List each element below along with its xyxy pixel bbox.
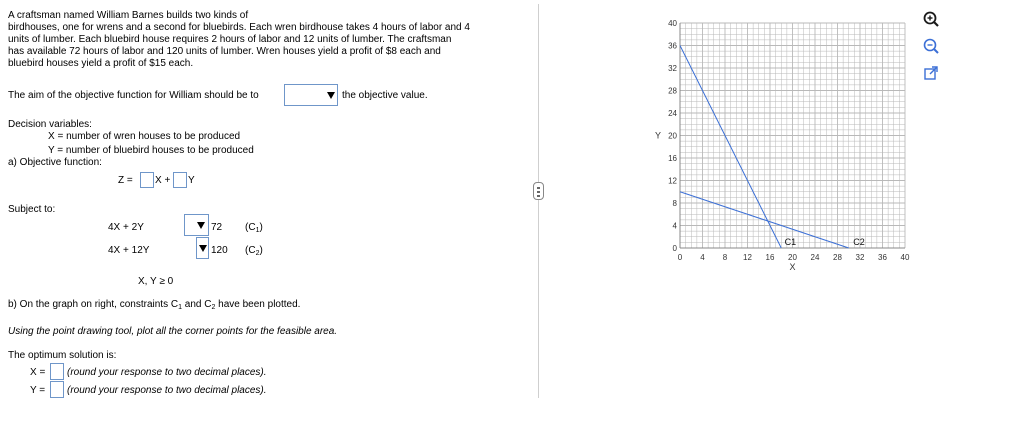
x-tick-label: 40 xyxy=(900,253,910,262)
c1-lhs: 4X + 2Y xyxy=(108,222,144,233)
problem-line-5: bluebird houses yield a profit of $15 each. xyxy=(8,58,194,69)
y-tick-label: 40 xyxy=(668,19,677,28)
objective-y-coef-input[interactable] xyxy=(173,172,187,188)
x-tick-label: 24 xyxy=(810,253,820,262)
c2-rhs: 120 xyxy=(211,245,228,256)
constraint-graph[interactable] xyxy=(640,10,920,280)
x-tick-label: 36 xyxy=(878,253,887,262)
y-tick-label: 24 xyxy=(668,109,677,118)
zoom-in-icon[interactable] xyxy=(922,10,940,28)
aim-suffix: the objective value. xyxy=(342,90,428,101)
optimum-label: The optimum solution is: xyxy=(8,350,117,361)
problem-line-3: units of lumber. Each bluebird house requires 2 hours of labor and 12 units of lumber. The craftsman xyxy=(8,34,452,45)
objective-z-label: Z = xyxy=(118,175,133,186)
constraint-label-c2: C2 xyxy=(853,237,865,247)
constraint-label-c1: C1 xyxy=(784,237,797,247)
optimum-x-hint: (round your response to two decimal places). xyxy=(67,367,267,378)
x-tick-label: 28 xyxy=(833,253,842,262)
c2-operator-dropdown[interactable] xyxy=(196,237,209,259)
dropdown-arrow-icon xyxy=(199,245,207,252)
x-tick-label: 8 xyxy=(722,253,728,262)
y-tick-label: 32 xyxy=(668,64,677,73)
c1-name: $(C_1)$ xyxy=(245,222,263,234)
subject-label: Subject to: xyxy=(8,204,56,215)
objective-x-coef-input[interactable] xyxy=(140,172,154,188)
aim-prefix: The aim of the objective function for William should be to xyxy=(8,90,259,101)
dropdown-arrow-icon xyxy=(327,92,335,99)
y-tick-label: 20 xyxy=(668,131,677,141)
optimum-x-input[interactable] xyxy=(50,363,64,380)
decision-x: X = number of wren houses to be produced xyxy=(48,131,241,142)
y-tick-label: 12 xyxy=(668,176,677,186)
x-tick-label: 12 xyxy=(743,253,752,262)
y-tick-label: 8 xyxy=(672,199,677,208)
problem-line-2: birdhouses, one for wrens and a second for bluebirds. Each wren birdhouse takes 4 hours of labor and 4 xyxy=(8,22,470,33)
c2-lhs: 4X + 12Y xyxy=(108,245,150,256)
optimum-y-label: Y = xyxy=(30,385,46,396)
c1-rhs: 72 xyxy=(211,222,223,233)
x-tick-label: 20 xyxy=(788,253,797,262)
part-b-text: b) On the graph on right, constraints $C_1$ and $C_2$ have been plotted. xyxy=(8,299,301,311)
c1-operator-dropdown[interactable] xyxy=(184,214,209,236)
popout-icon[interactable] xyxy=(922,64,940,82)
y-tick-label: 36 xyxy=(668,41,677,51)
optimum-x-label: X = xyxy=(30,367,46,378)
panel-divider xyxy=(538,4,539,398)
x-tick-label: 4 xyxy=(700,253,705,262)
zoom-out-icon[interactable] xyxy=(922,37,940,55)
dropdown-arrow-icon xyxy=(197,222,205,229)
problem-line-1: A craftsman named William Barnes builds two kinds of xyxy=(8,10,249,21)
panel-resize-handle[interactable] xyxy=(533,182,544,200)
aim-dropdown[interactable] xyxy=(284,84,338,106)
y-tick-label: 4 xyxy=(672,221,677,231)
instruction-text: Using the point drawing tool, plot all the corner points for the feasible area. xyxy=(8,326,338,337)
decision-y: Y = number of bluebird houses to be produced xyxy=(48,145,254,156)
x-tick-label: 0 xyxy=(677,253,683,262)
x-tick-label: 32 xyxy=(855,253,865,262)
c2-name: $(C_2)$ xyxy=(245,245,263,257)
problem-line-4: has available 72 hours of labor and 120 units of lumber. Wren houses yield a profit of $8 each and xyxy=(8,46,441,57)
optimum-y-input[interactable] xyxy=(50,381,64,398)
decision-heading: Decision variables: xyxy=(8,119,92,130)
nonneg-constraint: X, Y ≥ 0 xyxy=(138,276,174,287)
y-tick-label: 16 xyxy=(668,154,677,163)
objective-x-plus: X + xyxy=(155,175,171,186)
y-tick-label: 0 xyxy=(672,244,677,253)
optimum-y-hint: (round your response to two decimal places). xyxy=(67,385,267,396)
x-axis-label: X xyxy=(789,262,796,272)
y-tick-label: 28 xyxy=(668,86,677,96)
y-axis-label: Y xyxy=(654,130,662,141)
x-tick-label: 16 xyxy=(765,253,775,262)
objective-label: a) Objective function: xyxy=(8,157,102,168)
objective-y-label: Y xyxy=(188,175,195,186)
